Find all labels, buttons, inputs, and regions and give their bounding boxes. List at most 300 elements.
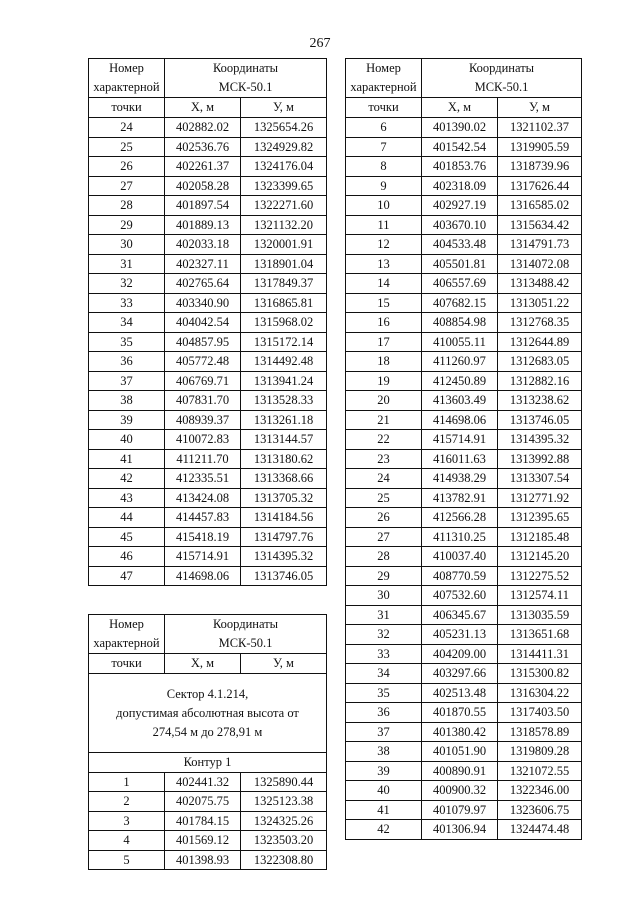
- page-number: 267: [309, 36, 331, 51]
- x-coordinate-cell: 403340.90: [165, 293, 241, 313]
- y-coordinate-cell: 1315172.14: [241, 332, 327, 352]
- table-row: [346, 469, 582, 489]
- x-coordinate-cell: 401390.02: [422, 118, 498, 138]
- table-row: [89, 547, 327, 567]
- table-row: [346, 410, 582, 430]
- x-coordinate-cell: 407831.70: [165, 391, 241, 411]
- table-row: [89, 488, 327, 508]
- y-coordinate-cell: 1323503.20: [241, 831, 327, 851]
- table-row: [346, 176, 582, 196]
- x-coordinate-cell: 401380.42: [422, 722, 498, 742]
- x-coordinate-cell: 401398.93: [165, 850, 241, 870]
- x-coordinate-cell: 402261.37: [165, 157, 241, 177]
- coords-header-line: Координаты: [468, 61, 535, 75]
- y-coordinate-cell: 1325654.26: [241, 118, 327, 138]
- table-row: [346, 430, 582, 450]
- point-number-cell: 15: [346, 293, 422, 313]
- point-number-cell: 28: [89, 196, 165, 216]
- x-coordinate-cell: 410055.11: [422, 332, 498, 352]
- y-coordinate-cell: 1323399.65: [241, 176, 327, 196]
- point-number-cell: 25: [89, 137, 165, 157]
- x-coordinate-cell: 402318.09: [422, 176, 498, 196]
- y-coordinate-cell: 1318901.04: [241, 254, 327, 274]
- y-coordinate-cell: 1319905.59: [498, 137, 582, 157]
- point-number-cell: 42: [346, 820, 422, 840]
- y-coordinate-cell: 1312768.35: [498, 313, 582, 333]
- table-row: [89, 118, 327, 138]
- point-number-cell: 30: [346, 586, 422, 606]
- y-coordinate-cell: 1312395.65: [498, 508, 582, 528]
- sector-description: [89, 674, 327, 753]
- y-coordinate-cell: 1312574.11: [498, 586, 582, 606]
- point-number-cell: 18: [346, 352, 422, 372]
- point-number-cell: 8: [346, 157, 422, 177]
- x-coordinate-cell: 405231.13: [422, 625, 498, 645]
- point-number-cell: 28: [346, 547, 422, 567]
- table-row: [346, 313, 582, 333]
- table-row: [89, 772, 327, 792]
- y-coordinate-cell: 1313941.24: [241, 371, 327, 391]
- y-coordinate-cell: 1314797.76: [241, 527, 327, 547]
- x-coordinate-cell: 410072.83: [165, 430, 241, 450]
- x-coordinate-cell: 404209.00: [422, 644, 498, 664]
- y-coordinate-cell: 1321102.37: [498, 118, 582, 138]
- x-coordinate-cell: 404857.95: [165, 332, 241, 352]
- x-coordinate-cell: 412566.28: [422, 508, 498, 528]
- y-coordinate-cell: 1313035.59: [498, 605, 582, 625]
- point-number-cell: 17: [346, 332, 422, 352]
- point-number-cell: 31: [89, 254, 165, 274]
- point-number-cell: 24: [346, 469, 422, 489]
- point-number-cell: 4: [89, 831, 165, 851]
- x-coordinate-cell: 414698.06: [422, 410, 498, 430]
- table-row: [89, 566, 327, 586]
- table-row: [346, 644, 582, 664]
- x-coordinate-cell: 406769.71: [165, 371, 241, 391]
- x-coordinate-cell: 408770.59: [422, 566, 498, 586]
- table-row: [89, 469, 327, 489]
- y-column-header: У, м: [241, 98, 327, 118]
- coords-header-line: МСК-50.1: [218, 80, 273, 94]
- table-row: [89, 235, 327, 255]
- point-header: [89, 615, 165, 654]
- point-number-cell: 29: [346, 566, 422, 586]
- table-row: [89, 508, 327, 528]
- point-number-cell: 19: [346, 371, 422, 391]
- table-row: [346, 547, 582, 567]
- x-coordinate-cell: 414698.06: [165, 566, 241, 586]
- table-row: [346, 703, 582, 723]
- point-number-cell: 2: [89, 792, 165, 812]
- y-coordinate-cell: 1322346.00: [498, 781, 582, 801]
- x-coordinate-cell: 401569.12: [165, 831, 241, 851]
- coordinates-table-left: [88, 58, 327, 586]
- x-coordinate-cell: 401870.55: [422, 703, 498, 723]
- y-coordinate-cell: 1317626.44: [498, 176, 582, 196]
- table-row: [89, 430, 327, 450]
- y-coordinate-cell: 1314791.73: [498, 235, 582, 255]
- y-coordinate-cell: 1314395.32: [498, 430, 582, 450]
- y-coordinate-cell: 1314395.32: [241, 547, 327, 567]
- table-row: [89, 254, 327, 274]
- point-number-cell: 26: [89, 157, 165, 177]
- y-coordinate-cell: 1312644.89: [498, 332, 582, 352]
- table-row: [89, 215, 327, 235]
- table-row: [89, 449, 327, 469]
- y-coordinate-cell: 1313651.68: [498, 625, 582, 645]
- table-row: [346, 215, 582, 235]
- y-coordinate-cell: 1316585.02: [498, 196, 582, 216]
- coordinates-table-left-sector: [88, 614, 327, 870]
- x-coordinate-cell: 401897.54: [165, 196, 241, 216]
- coordinates-table-right: [345, 58, 582, 840]
- point-number-cell: 38: [89, 391, 165, 411]
- x-coordinate-cell: 402033.18: [165, 235, 241, 255]
- x-coordinate-cell: 402927.19: [422, 196, 498, 216]
- coords-header-line: МСК-50.1: [474, 80, 529, 94]
- y-column-header: У, м: [498, 98, 582, 118]
- y-coordinate-cell: 1324325.26: [241, 811, 327, 831]
- y-coordinate-cell: 1312145.20: [498, 547, 582, 567]
- point-number-cell: 6: [346, 118, 422, 138]
- point-number-cell: 37: [346, 722, 422, 742]
- y-coordinate-cell: 1314072.08: [498, 254, 582, 274]
- table-row: [346, 332, 582, 352]
- table-row: [89, 850, 327, 870]
- point-header-line: характерной: [93, 636, 160, 650]
- point-number-cell: 16: [346, 313, 422, 333]
- table-row: [89, 137, 327, 157]
- x-coordinate-cell: 402058.28: [165, 176, 241, 196]
- x-coordinate-cell: 401853.76: [422, 157, 498, 177]
- x-coordinate-cell: 411310.25: [422, 527, 498, 547]
- y-coordinate-cell: 1313261.18: [241, 410, 327, 430]
- table-row: [89, 371, 327, 391]
- x-coordinate-cell: 401889.13: [165, 215, 241, 235]
- x-coordinate-cell: 403670.10: [422, 215, 498, 235]
- y-coordinate-cell: 1313180.62: [241, 449, 327, 469]
- point-number-cell: 44: [89, 508, 165, 528]
- x-coordinate-cell: 404042.54: [165, 313, 241, 333]
- x-coordinate-cell: 401051.90: [422, 742, 498, 762]
- x-column-header: X, м: [165, 98, 241, 118]
- y-coordinate-cell: 1312771.92: [498, 488, 582, 508]
- point-number-cell: 21: [346, 410, 422, 430]
- x-coordinate-cell: 405772.48: [165, 352, 241, 372]
- y-coordinate-cell: 1312185.48: [498, 527, 582, 547]
- x-coordinate-cell: 410037.40: [422, 547, 498, 567]
- table-body: [346, 59, 582, 840]
- y-coordinate-cell: 1312683.05: [498, 352, 582, 372]
- table-row: [346, 371, 582, 391]
- x-coordinate-cell: 402882.02: [165, 118, 241, 138]
- y-coordinate-cell: 1314411.31: [498, 644, 582, 664]
- x-coordinate-cell: 403297.66: [422, 664, 498, 684]
- point-number-cell: 1: [89, 772, 165, 792]
- table-row: [89, 157, 327, 177]
- y-coordinate-cell: 1324474.48: [498, 820, 582, 840]
- point-number-cell: 27: [346, 527, 422, 547]
- table-row: [346, 488, 582, 508]
- x-coordinate-cell: 407532.60: [422, 586, 498, 606]
- point-number-cell: 38: [346, 742, 422, 762]
- point-number-cell: 40: [89, 430, 165, 450]
- table-row: [346, 157, 582, 177]
- y-coordinate-cell: 1325123.38: [241, 792, 327, 812]
- table-row: [89, 792, 327, 812]
- table-row: [346, 800, 582, 820]
- y-coordinate-cell: 1312275.52: [498, 566, 582, 586]
- sector-line: допустимая абсолютная высота от: [116, 705, 299, 720]
- y-coordinate-cell: 1313746.05: [498, 410, 582, 430]
- x-coordinate-cell: 402327.11: [165, 254, 241, 274]
- x-coordinate-cell: 407682.15: [422, 293, 498, 313]
- point-number-cell: 12: [346, 235, 422, 255]
- x-coordinate-cell: 411260.97: [422, 352, 498, 372]
- point-header-line: характерной: [350, 80, 417, 94]
- x-coordinate-cell: 415418.19: [165, 527, 241, 547]
- y-coordinate-cell: 1316865.81: [241, 293, 327, 313]
- table-row: [346, 254, 582, 274]
- point-header-line: точки: [89, 98, 165, 118]
- y-coordinate-cell: 1321072.55: [498, 761, 582, 781]
- y-column-header: У, м: [241, 654, 327, 674]
- point-header: [346, 59, 422, 98]
- point-number-cell: 35: [89, 332, 165, 352]
- y-coordinate-cell: 1322271.60: [241, 196, 327, 216]
- y-coordinate-cell: 1315968.02: [241, 313, 327, 333]
- point-number-cell: 42: [89, 469, 165, 489]
- y-coordinate-cell: 1313746.05: [241, 566, 327, 586]
- y-coordinate-cell: 1316304.22: [498, 683, 582, 703]
- table-row: [89, 176, 327, 196]
- x-coordinate-cell: 406345.67: [422, 605, 498, 625]
- y-coordinate-cell: 1317849.37: [241, 274, 327, 294]
- x-coordinate-cell: 408939.37: [165, 410, 241, 430]
- point-header-line: Номер: [366, 61, 401, 75]
- point-header-line: точки: [89, 654, 165, 674]
- point-number-cell: 23: [346, 449, 422, 469]
- x-coordinate-cell: 413782.91: [422, 488, 498, 508]
- point-number-cell: 45: [89, 527, 165, 547]
- point-number-cell: 3: [89, 811, 165, 831]
- x-coordinate-cell: 400900.32: [422, 781, 498, 801]
- table-row: [89, 527, 327, 547]
- x-coordinate-cell: 404533.48: [422, 235, 498, 255]
- x-coordinate-cell: 413603.49: [422, 391, 498, 411]
- x-coordinate-cell: 402075.75: [165, 792, 241, 812]
- x-coordinate-cell: 413424.08: [165, 488, 241, 508]
- x-coordinate-cell: 402765.64: [165, 274, 241, 294]
- table-row: [346, 391, 582, 411]
- sector-line: Сектор 4.1.214,: [166, 686, 249, 701]
- y-coordinate-cell: 1314184.56: [241, 508, 327, 528]
- x-coordinate-cell: 415714.91: [165, 547, 241, 567]
- point-number-cell: 11: [346, 215, 422, 235]
- table-row: [346, 820, 582, 840]
- point-number-cell: 27: [89, 176, 165, 196]
- y-coordinate-cell: 1324929.82: [241, 137, 327, 157]
- table-row: [89, 332, 327, 352]
- point-header-line: Номер: [109, 617, 144, 631]
- point-number-cell: 20: [346, 391, 422, 411]
- y-coordinate-cell: 1317403.50: [498, 703, 582, 723]
- point-header-line: точки: [346, 98, 422, 118]
- contour-label: Контур 1: [89, 753, 327, 773]
- coords-header-line: Координаты: [212, 617, 279, 631]
- table-row: [346, 196, 582, 216]
- table-row: [89, 410, 327, 430]
- table-row: [346, 352, 582, 372]
- table-row: [89, 831, 327, 851]
- point-number-cell: 40: [346, 781, 422, 801]
- y-coordinate-cell: 1313051.22: [498, 293, 582, 313]
- table-body: [89, 59, 327, 586]
- point-header: [89, 59, 165, 98]
- x-coordinate-cell: 414938.29: [422, 469, 498, 489]
- x-coordinate-cell: 400890.91: [422, 761, 498, 781]
- table-row: [346, 683, 582, 703]
- point-number-cell: 35: [346, 683, 422, 703]
- table-row: [346, 586, 582, 606]
- x-coordinate-cell: 406557.69: [422, 274, 498, 294]
- y-coordinate-cell: 1318578.89: [498, 722, 582, 742]
- point-number-cell: 39: [89, 410, 165, 430]
- table-row: [346, 449, 582, 469]
- x-coordinate-cell: 415714.91: [422, 430, 498, 450]
- point-number-cell: 10: [346, 196, 422, 216]
- x-coordinate-cell: 412450.89: [422, 371, 498, 391]
- point-number-cell: 33: [346, 644, 422, 664]
- y-coordinate-cell: 1321132.20: [241, 215, 327, 235]
- x-coordinate-cell: 401784.15: [165, 811, 241, 831]
- coords-header-line: Координаты: [212, 61, 279, 75]
- y-coordinate-cell: 1314492.48: [241, 352, 327, 372]
- y-coordinate-cell: 1313488.42: [498, 274, 582, 294]
- table-row: [89, 391, 327, 411]
- x-coordinate-cell: 402536.76: [165, 137, 241, 157]
- x-column-header: X, м: [422, 98, 498, 118]
- y-coordinate-cell: 1319809.28: [498, 742, 582, 762]
- point-number-cell: 32: [89, 274, 165, 294]
- y-coordinate-cell: 1313528.33: [241, 391, 327, 411]
- point-number-cell: 9: [346, 176, 422, 196]
- x-coordinate-cell: 411211.70: [165, 449, 241, 469]
- x-coordinate-cell: 401079.97: [422, 800, 498, 820]
- y-coordinate-cell: 1324176.04: [241, 157, 327, 177]
- x-coordinate-cell: 412335.51: [165, 469, 241, 489]
- table-row: [346, 722, 582, 742]
- table-row: [89, 196, 327, 216]
- table-row: [346, 605, 582, 625]
- x-coordinate-cell: 416011.63: [422, 449, 498, 469]
- table-row: [346, 781, 582, 801]
- y-coordinate-cell: 1313705.32: [241, 488, 327, 508]
- point-number-cell: 46: [89, 547, 165, 567]
- point-number-cell: 43: [89, 488, 165, 508]
- point-header-line: Номер: [109, 61, 144, 75]
- point-header-line: характерной: [93, 80, 160, 94]
- point-number-cell: 5: [89, 850, 165, 870]
- x-coordinate-cell: 408854.98: [422, 313, 498, 333]
- y-coordinate-cell: 1315634.42: [498, 215, 582, 235]
- point-number-cell: 26: [346, 508, 422, 528]
- table-row: [346, 293, 582, 313]
- coords-header: [165, 615, 327, 654]
- coords-header-line: МСК-50.1: [218, 636, 273, 650]
- table-row: [346, 742, 582, 762]
- point-number-cell: 37: [89, 371, 165, 391]
- table-row: [346, 137, 582, 157]
- table-row: [346, 527, 582, 547]
- y-coordinate-cell: 1325890.44: [241, 772, 327, 792]
- point-number-cell: 41: [346, 800, 422, 820]
- table-row: [89, 293, 327, 313]
- x-coordinate-cell: 405501.81: [422, 254, 498, 274]
- point-number-cell: 13: [346, 254, 422, 274]
- table-row: [89, 811, 327, 831]
- point-number-cell: 34: [89, 313, 165, 333]
- table-row: [346, 761, 582, 781]
- y-coordinate-cell: 1313307.54: [498, 469, 582, 489]
- table-row: [346, 118, 582, 138]
- x-coordinate-cell: 401306.94: [422, 820, 498, 840]
- x-column-header: X, м: [165, 654, 241, 674]
- point-number-cell: 32: [346, 625, 422, 645]
- point-number-cell: 34: [346, 664, 422, 684]
- point-number-cell: 29: [89, 215, 165, 235]
- y-coordinate-cell: 1322308.80: [241, 850, 327, 870]
- point-number-cell: 39: [346, 761, 422, 781]
- point-number-cell: 30: [89, 235, 165, 255]
- table-row: [89, 274, 327, 294]
- point-number-cell: 25: [346, 488, 422, 508]
- point-number-cell: 14: [346, 274, 422, 294]
- table-row: [346, 566, 582, 586]
- table-row: [346, 274, 582, 294]
- y-coordinate-cell: 1313238.62: [498, 391, 582, 411]
- table-row: [89, 352, 327, 372]
- y-coordinate-cell: 1313144.57: [241, 430, 327, 450]
- point-number-cell: 36: [346, 703, 422, 723]
- table-body: [89, 615, 327, 870]
- x-coordinate-cell: 402513.48: [422, 683, 498, 703]
- y-coordinate-cell: 1313368.66: [241, 469, 327, 489]
- y-coordinate-cell: 1313992.88: [498, 449, 582, 469]
- y-coordinate-cell: 1312882.16: [498, 371, 582, 391]
- point-number-cell: 22: [346, 430, 422, 450]
- table-row: [346, 508, 582, 528]
- y-coordinate-cell: 1323606.75: [498, 800, 582, 820]
- x-coordinate-cell: 401542.54: [422, 137, 498, 157]
- table-row: [89, 313, 327, 333]
- table-row: [346, 664, 582, 684]
- point-number-cell: 7: [346, 137, 422, 157]
- sector-line: 274,54 м до 278,91 м: [152, 724, 263, 739]
- table-row: [346, 625, 582, 645]
- y-coordinate-cell: 1315300.82: [498, 664, 582, 684]
- point-number-cell: 47: [89, 566, 165, 586]
- y-coordinate-cell: 1320001.91: [241, 235, 327, 255]
- point-number-cell: 41: [89, 449, 165, 469]
- point-number-cell: 36: [89, 352, 165, 372]
- point-number-cell: 24: [89, 118, 165, 138]
- coords-header: [165, 59, 327, 98]
- point-number-cell: 33: [89, 293, 165, 313]
- table-row: [346, 235, 582, 255]
- point-number-cell: 31: [346, 605, 422, 625]
- x-coordinate-cell: 414457.83: [165, 508, 241, 528]
